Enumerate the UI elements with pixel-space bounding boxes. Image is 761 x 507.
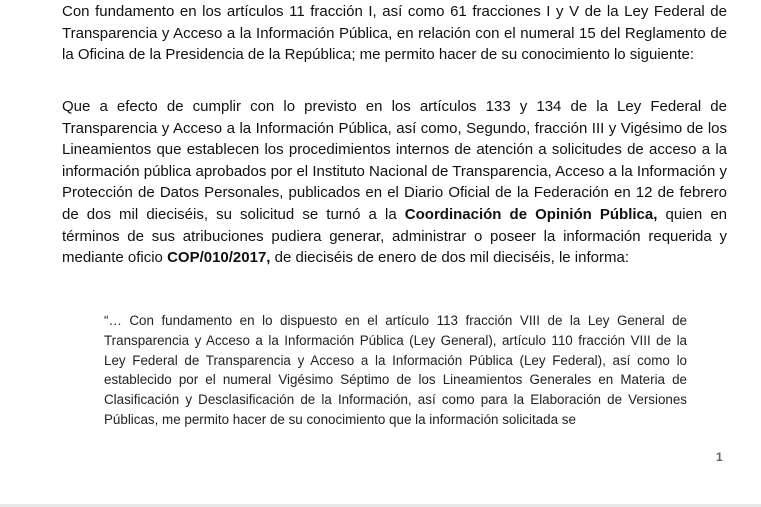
response-text-part-2: quien en términos de sus atribuciones pudiera generar, administrar o poseer la información requerida y mediante oficio	[62, 205, 728, 267]
page-number: 1	[716, 450, 723, 464]
coordination-name: Coordinación de Opinión Pública,	[404, 205, 658, 223]
quoted-response	[104, 311, 687, 430]
response-text-part-3: de dieciséis de enero de dos mil dieciséis, le informa:	[270, 249, 629, 267]
intro-paragraph	[62, 1, 727, 66]
response-text-part-1: Que a efecto de cumplir con lo previsto en los artículos 133 y 134 de la Ley Federal de Transparencia y Acceso a la Información Pública, así como, Segundo, fracción III y Vigésimo de los Lineamientos que establecen los procedimientos internos de atención a solicitudes de acceso a la información pública aprobados por el Instituto Nacional de Transparencia, Acceso a la Información y Protección de Datos Personales, publicados en el Diario Oficial de la Federación en 12 de febrero de dos mil dieciséis, su solicitud se turnó a la	[62, 98, 727, 223]
official-letter-number: COP/010/2017,	[167, 249, 271, 267]
intro-paragraph-text: Con fundamento en los artículos 11 fracción I, así como 61 fracciones I y V de la Ley Federal de Transparencia y Acceso a la Información Pública, en relación con el numeral 15 del Reglamento de la Oficina de la Presidencia de la República; me permito hacer de su conocimiento lo siguiente:	[62, 3, 727, 64]
quoted-response-text: “… Con fundamento en lo dispuesto en el artículo 113 fracción VIII de la Ley General de Transparencia y Acceso a la Información Pública (Ley General), artículo 110 fracción VIII de la Ley Federal de Transparencia y Acceso a la Información Pública (Ley Federal), así como lo establecido por el numeral Vigésimo Séptimo de los Lineamientos Generales en Materia de Clasificación y Desclasificación de la Información, así como para la Elaboración de Versiones Públicas, me permito hacer de su conocimiento que la información solicitada se	[104, 313, 687, 427]
response-paragraph	[62, 96, 727, 269]
